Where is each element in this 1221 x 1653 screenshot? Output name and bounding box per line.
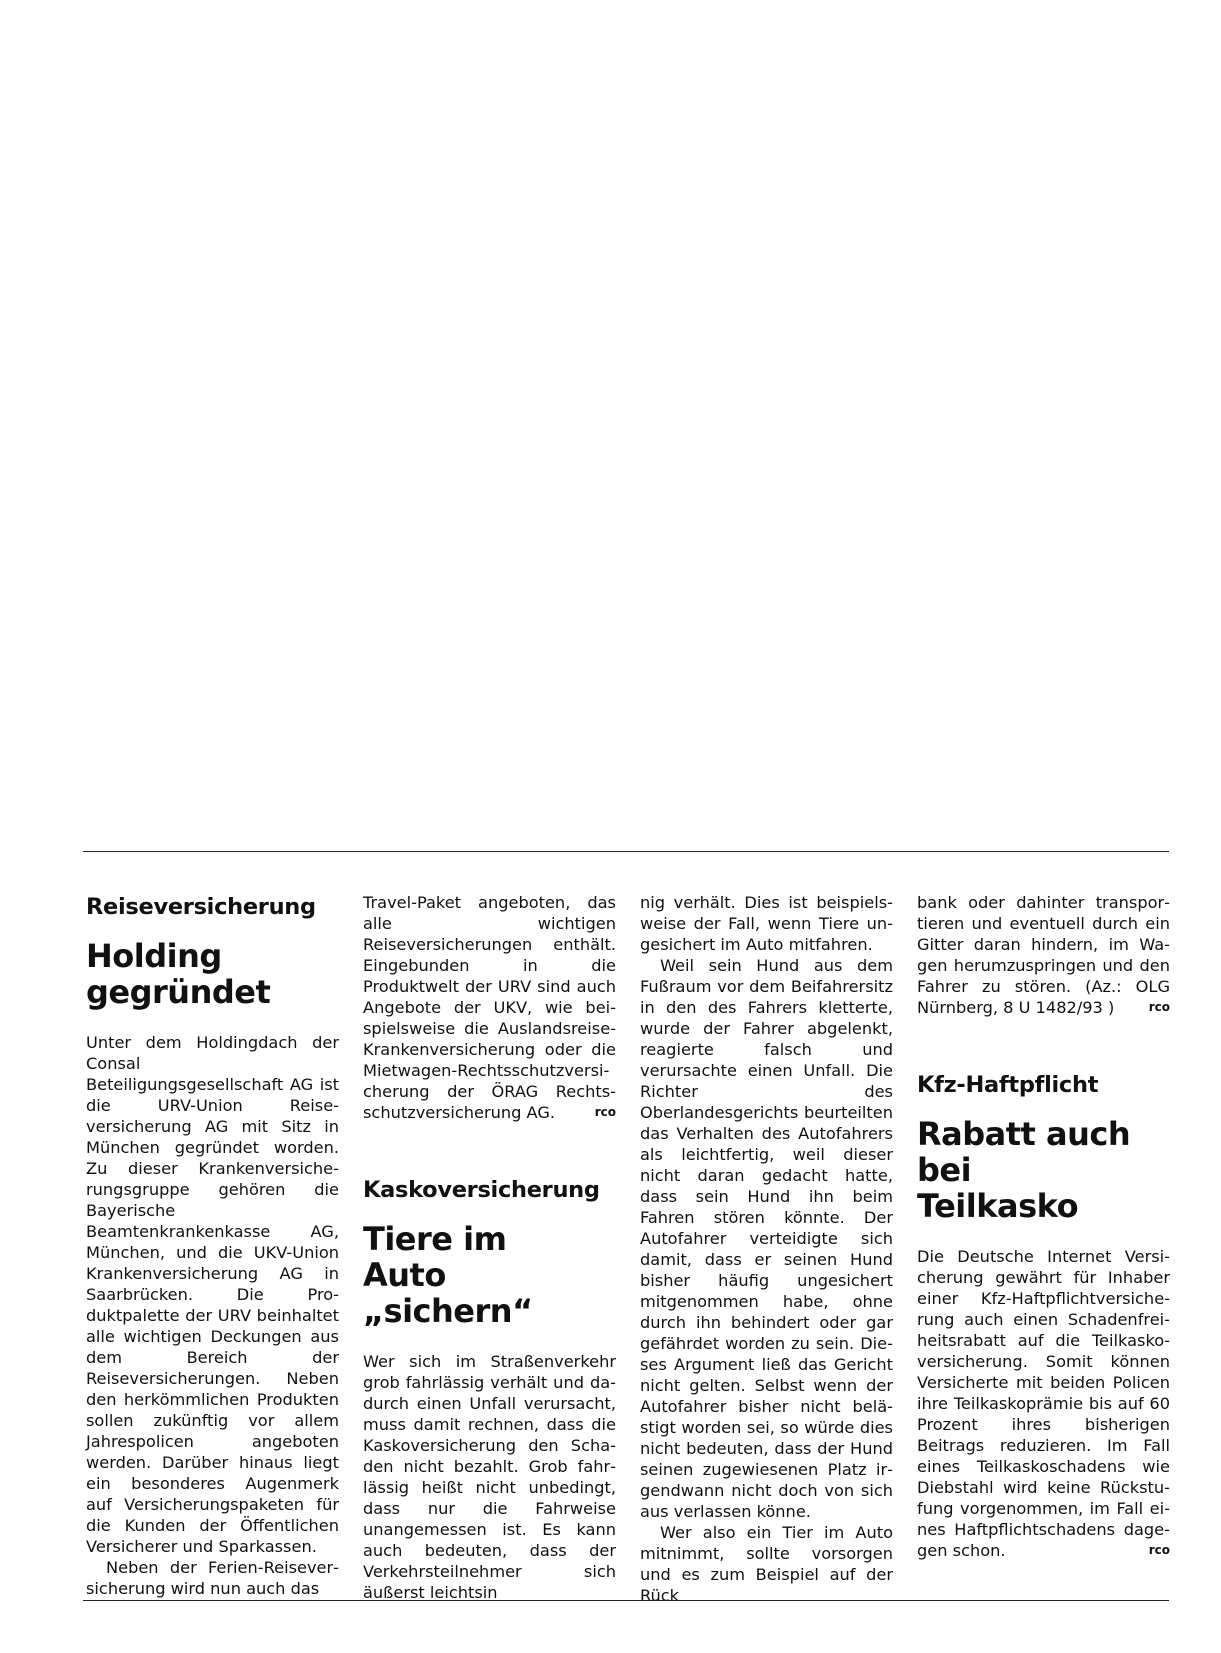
article2-signature: rco <box>1148 1000 1170 1014</box>
article3-signature: rco <box>1148 1543 1170 1557</box>
article2-paragraph-1: Wer sich im Straßenverkehr grob fahrlässig verhält und dadurch einen Unfall verursacht, muss damit rechnen, dass die Kaskoversicherung den Schaden nicht bezahlt. Grob fahrlässig heißt nicht unbedingt, dass nur die Fahrweise unangemessen ist. Es kann auch bedeuten, dass der Verkehrsteilnehmer sich äußerst leichtsin <box>363 1352 616 1602</box>
article1-paragraph-2: Neben der Ferien-Reiseversicherung wird nun auch das <box>86 1558 339 1598</box>
article3-headline-line2: Teilkasko <box>917 1187 1079 1225</box>
article2-paragraph-2: nig verhält. Dies ist beispielsweise der Fall, wenn Tiere ungesichert im Auto mitfahren. <box>640 893 893 954</box>
top-rule <box>83 851 1169 852</box>
article1-paragraph-3 <box>363 892 616 1123</box>
article3-paragraph-1 <box>917 1246 1170 1561</box>
article2-headline-line2: Auto „sichern“ <box>363 1256 533 1330</box>
article1-signature: rco <box>594 1105 616 1119</box>
article3-paragraph-1-text: Die Deutsche Internet Versicherung gewährt für Inhaber einer Kfz-Haftpflichtversicherung auch einen Schadenfreiheitsrabatt auf die Teilkaskoversicherung. Somit können Versicherte mit beiden Policen ihre Teilkaskoprämie bis auf 60 Prozent ihres bisherigen Beitrags reduzieren. Im Fall eines Teilkaskoschadens wie Diebstahl wird keine Rückstufung vorgenommen, im Fall eines Haftpflichtschadens dagegen schon. <box>917 1247 1170 1560</box>
article2-paragraph-5-text: bank oder dahinter transportieren und eventuell durch ein Gitter daran hindern, im Wagen herumzuspringen und den Fahrer zu stören. (Az.: OLG Nürnberg, 8 U 1482/93 ) <box>917 893 1170 1017</box>
article1-headline-line1: Holding <box>86 937 222 975</box>
article1-paragraph-1: Unter dem Holdingdach der Consal Beteiligungsgesellschaft AG ist die URV-Union Reiseversicherung AG mit Sitz in München gegründet worden. Zu dieser Krankenversicherungsgruppe gehören die Bayerische Beamtenkrankenkasse AG, München, und die UKV-Union Krankenversicherung AG in Saarbrücken. Die Produktpalette der URV beinhaltet alle wichtigen Deckungen aus dem Bereich der Reiseversicherungen. Neben den herkömmlichen Produkten sollen zukünftig vor allem Jahrespolicen angeboten werden. Darüber hinaus liegt ein besonderes Augenmerk auf Versicherungspaketen für die Kunden der Öffentlichen Versicherer und Sparkassen. <box>86 1033 339 1556</box>
article2-kicker: Kaskoversicherung <box>363 1177 600 1203</box>
article3-headline <box>917 1116 1170 1224</box>
article2-headline-line1: Tiere im <box>363 1220 507 1258</box>
article1-paragraph-3-text: Travel-Paket angeboten, das alle wichtigen Reiseversicherungen enthält. Eingebunden in die Produktwelt der URV sind auch Angebote der UKV, wie beispielsweise die Auslandsreise-Krankenversicherung oder die Mietwagen-Rechtsschutzversicherung der ÖRAG Rechtsschutzversicherung AG. <box>363 893 616 1122</box>
column-1 <box>86 892 339 1599</box>
article1-headline <box>86 938 339 1010</box>
article2-paragraph-5 <box>917 892 1170 1018</box>
article3-headline-line1: Rabatt auch bei <box>917 1115 1131 1189</box>
article2-paragraph-4: Wer also ein Tier im Auto mitnimmt, sollte vorsorgen und es zum Beispiel auf der Rück <box>640 1523 893 1605</box>
article1-headline-line2: gegründet <box>86 973 271 1011</box>
bottom-rule <box>83 1600 1169 1601</box>
article1-kicker: Reiseversicherung <box>86 894 316 920</box>
column-3 <box>640 892 893 1606</box>
column-4 <box>917 892 1170 1561</box>
article3-kicker: Kfz-Haftpflicht <box>917 1072 1099 1098</box>
column-2 <box>363 892 616 1603</box>
article2-paragraph-3: Weil sein Hund aus dem Fußraum vor dem Beifahrersitz in den des Fahrers kletterte, wurde der Fahrer abgelenkt, reagierte falsch und verursachte einen Unfall. Die Richter des Oberlandesgerichts beurteilten das Verhalten des Autofahrers als leichtfertig, weil dieser nicht daran gedacht hatte, dass sein Hund ihn beim Fahren stören könnte. Der Autofahrer verteidigte sich damit, dass er seinen Hund bisher häufig ungesichert mitgenommen habe, ohne durch ihn behindert oder gar gefährdet worden zu sein. Dieses Argument ließ das Gericht nicht gelten. Selbst wenn der Autofahrer bisher nicht belästigt worden sei, so würde dies nicht bedeuten, dass der Hund seinen zugewiesenen Platz irgendwann nicht doch von sich aus verlassen könne. <box>640 956 893 1521</box>
article2-headline <box>363 1221 616 1329</box>
